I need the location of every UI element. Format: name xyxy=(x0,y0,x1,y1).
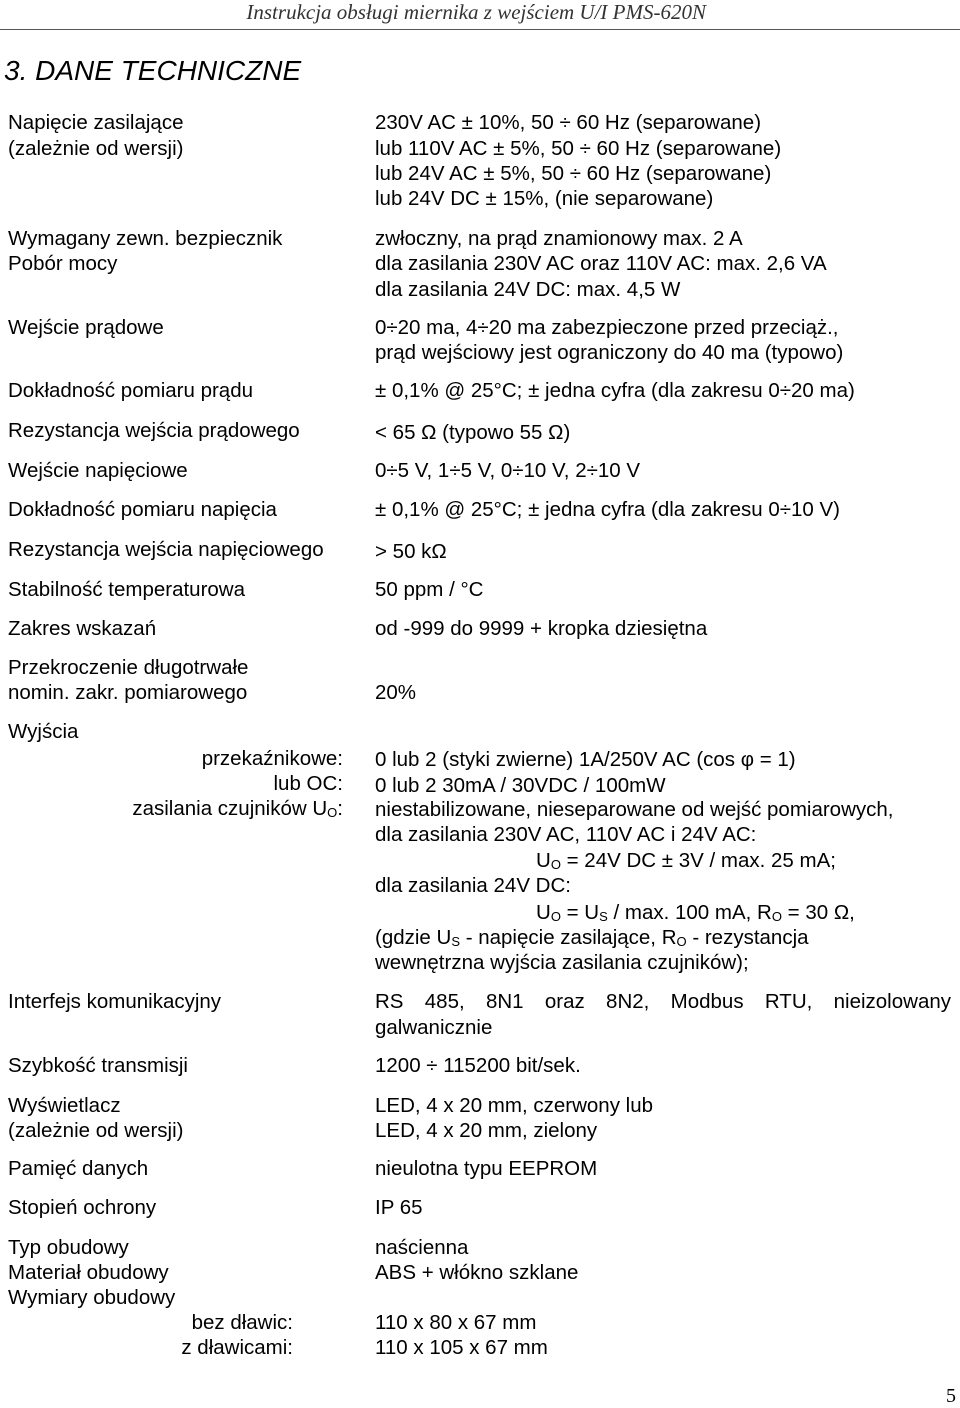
spec-label-supply: Napięcie zasilające xyxy=(8,111,184,134)
spec-value-sensor-7: wewnętrzna wyjścia zasilania czujników); xyxy=(375,951,749,974)
spec-label-display: Wyświetlacz xyxy=(8,1094,121,1117)
spec-value-voltage-resistance: > 50 kΩ xyxy=(375,540,447,563)
spec-value-overload: 20% xyxy=(375,681,417,704)
spec-value-current-resistance: < 65 Ω (typowo 55 Ω) xyxy=(375,421,571,444)
spec-value-baud: 1200 ÷ 115200 bit/sek. xyxy=(375,1054,581,1077)
spec-label-relay: przekaźnikowe: xyxy=(201,747,343,770)
spec-label-no-gland: bez dławic: xyxy=(191,1311,293,1334)
spec-value-sensor-6: (gdzie US - napięcie zasilające, RO - rezystancja xyxy=(375,926,809,949)
spec-value-display-2: LED, 4 x 20 mm, zielony xyxy=(375,1119,598,1142)
spec-label-voltage-accuracy: Dokładność pomiaru napięcia xyxy=(8,498,277,521)
spec-label-gland: z dławicami: xyxy=(181,1336,293,1359)
page-header: Instrukcja obsługi miernika z wejściem U/I PMS-620N xyxy=(246,0,706,24)
spec-value-sensor-1: niestabilizowane, nieseparowane od wejść pomiarowych, xyxy=(375,798,894,821)
spec-value-display-range: od -999 do 9999 + kropka dziesiętna xyxy=(375,617,708,640)
spec-label-display-range: Zakres wskazań xyxy=(8,617,157,640)
spec-value-gland: 110 x 105 x 67 mm xyxy=(375,1336,548,1359)
spec-label-protection: Stopień ochrony xyxy=(8,1196,157,1219)
spec-value-oc: 0 lub 2 30mA / 30VDC / 100mW xyxy=(375,774,666,797)
spec-value-power-1: dla zasilania 230V AC oraz 110V AC: max. 2,6 VA xyxy=(375,252,827,275)
spec-value-power-2: dla zasilania 24V DC: max. 4,5 W xyxy=(375,278,681,301)
spec-value-voltage-input: 0÷5 V, 1÷5 V, 0÷10 V, 2÷10 V xyxy=(375,459,641,482)
spec-label-overload-2: nomin. zakr. pomiarowego xyxy=(8,681,248,704)
spec-value-current-input-1: 0÷20 ma, 4÷20 ma zabezpieczone przed przeciąż., xyxy=(375,316,839,339)
spec-value-sensor-3: UO = 24V DC ± 3V / max. 25 mA; xyxy=(536,849,836,872)
spec-label-current-input: Wejście prądowe xyxy=(8,316,164,339)
spec-value-interface-1: RS 485, 8N1 oraz 8N2, Modbus RTU, nieizolowany xyxy=(375,990,951,1013)
spec-value-supply-1: 230V AC ± 10%, 50 ÷ 60 Hz (separowane) xyxy=(375,111,762,134)
spec-label-current-accuracy: Dokładność pomiaru prądu xyxy=(8,379,253,402)
spec-label-voltage-input: Wejście napięciowe xyxy=(8,459,188,482)
spec-value-temp-stability: 50 ppm / °C xyxy=(375,578,484,601)
spec-value-sensor-2: dla zasilania 230V AC, 110V AC i 24V AC: xyxy=(375,823,757,846)
spec-value-supply-4: lub 24V DC ± 15%, (nie separowane) xyxy=(375,187,714,210)
spec-value-supply-3: lub 24V AC ± 5%, 50 ÷ 60 Hz (separowane) xyxy=(375,162,772,185)
spec-label-housing-type: Typ obudowy xyxy=(8,1236,129,1259)
spec-label-voltage-resistance: Rezystancja wejścia napięciowego xyxy=(8,538,324,561)
spec-label-interface: Interfejs komunikacyjny xyxy=(8,990,222,1013)
spec-label-oc: lub OC: xyxy=(273,772,343,795)
spec-value-relay: 0 lub 2 (styki zwierne) 1A/250V AC (cos φ = 1) xyxy=(375,748,796,771)
spec-label-power: Pobór mocy xyxy=(8,252,118,275)
spec-label-temp-stability: Stabilność temperaturowa xyxy=(8,578,246,601)
spec-value-current-input-2: prąd wejściowy jest ograniczony do 40 ma (typowo) xyxy=(375,341,844,364)
spec-value-current-accuracy: ± 0,1% @ 25°C; ± jedna cyfra (dla zakresu 0÷20 ma) xyxy=(375,379,855,402)
spec-value-supply-2: lub 110V AC ± 5%, 50 ÷ 60 Hz (separowane) xyxy=(375,137,782,160)
spec-value-protection: IP 65 xyxy=(375,1196,423,1219)
spec-label-housing-material: Materiał obudowy xyxy=(8,1261,169,1284)
spec-value-sensor-4: dla zasilania 24V DC: xyxy=(375,874,571,897)
spec-label-current-resistance: Rezystancja wejścia prądowego xyxy=(8,419,300,442)
page-number: 5 xyxy=(946,1385,956,1407)
spec-value-housing-material: ABS + włókno szklane xyxy=(375,1261,579,1284)
spec-value-voltage-accuracy: ± 0,1% @ 25°C; ± jedna cyfra (dla zakresu 0÷10 V) xyxy=(375,498,840,521)
spec-value-fuse: zwłoczny, na prąd znamionowy max. 2 A xyxy=(375,227,743,250)
spec-label-overload: Przekroczenie długotrwałe xyxy=(8,656,249,679)
spec-value-display-1: LED, 4 x 20 mm, czerwony lub xyxy=(375,1094,653,1117)
spec-value-housing-type: naścienna xyxy=(375,1236,469,1259)
spec-label-display-note: (zależnie od wersji) xyxy=(8,1119,184,1142)
spec-label-baud: Szybkość transmisji xyxy=(8,1054,188,1077)
spec-label-dimensions: Wymiary obudowy xyxy=(8,1286,176,1309)
spec-value-no-gland: 110 x 80 x 67 mm xyxy=(375,1311,537,1334)
spec-value-sensor-5: UO = US / max. 100 mA, RO = 30 Ω, xyxy=(536,901,855,924)
spec-label-fuse: Wymagany zewn. bezpiecznik xyxy=(8,227,283,250)
header-divider xyxy=(0,29,960,30)
section-title: 3. DANE TECHNICZNE xyxy=(4,55,302,86)
spec-label-outputs: Wyjścia xyxy=(8,720,79,743)
spec-label-supply-note: (zależnie od wersji) xyxy=(8,137,184,160)
spec-value-memory: nieulotna typu EEPROM xyxy=(375,1157,598,1180)
spec-label-sensor-supply: zasilania czujników UO: xyxy=(132,797,343,820)
spec-value-interface-2: galwanicznie xyxy=(375,1016,493,1039)
spec-label-memory: Pamięć danych xyxy=(8,1157,149,1180)
